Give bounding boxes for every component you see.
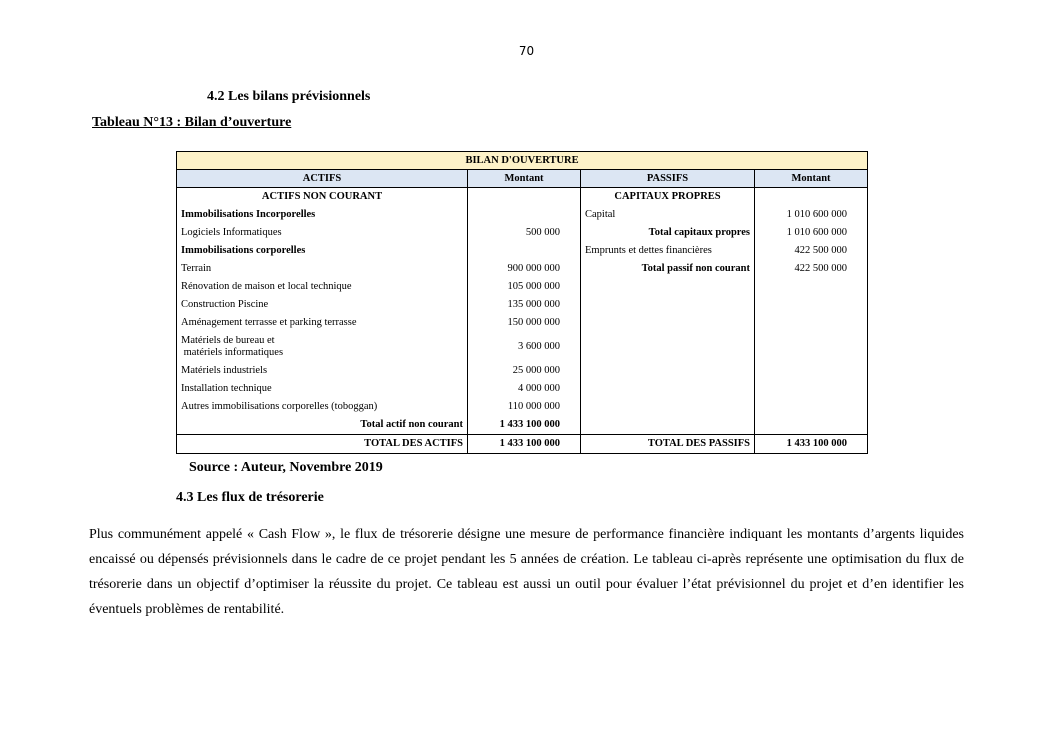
header-montant-passifs: Montant: [755, 170, 868, 188]
passif-amount: [755, 314, 868, 332]
actif-label: Construction Piscine: [177, 296, 468, 314]
actif-label: Matériels industriels: [177, 362, 468, 380]
table-header-row: [177, 170, 868, 188]
header-passifs: PASSIFS: [581, 170, 755, 188]
table-row: [177, 206, 868, 224]
total-actifs-label: TOTAL DES ACTIFS: [177, 435, 468, 454]
actif-amount: [468, 242, 581, 260]
actif-amount: 3 600 000: [468, 332, 581, 362]
table-row: [177, 224, 868, 242]
header-actifs: ACTIFS: [177, 170, 468, 188]
actif-amount: [468, 206, 581, 224]
actif-amount: 1 433 100 000: [468, 416, 581, 435]
passif-label: [581, 380, 755, 398]
actif-label-line: matériels informatiques: [181, 347, 284, 358]
passif-label: Emprunts et dettes financières: [581, 242, 755, 260]
passif-label: [581, 314, 755, 332]
passif-amount: 1 010 600 000: [755, 206, 868, 224]
table-row: [177, 314, 868, 332]
actif-label: Immobilisations corporelles: [177, 242, 468, 260]
passif-amount: 1 010 600 000: [755, 224, 868, 242]
table-row: [177, 242, 868, 260]
actif-label: Autres immobilisations corporelles (toboggan): [177, 398, 468, 416]
actif-amount: 105 000 000: [468, 278, 581, 296]
actif-label: Total actif non courant: [177, 416, 468, 435]
table-row: [177, 332, 868, 362]
table-row: [177, 380, 868, 398]
actif-label: Installation technique: [177, 380, 468, 398]
actif-label: Immobilisations Incorporelles: [177, 206, 468, 224]
total-passifs-amount: 1 433 100 000: [755, 435, 868, 454]
table-title: BILAN D'OUVERTURE: [177, 152, 868, 170]
table-row: [177, 278, 868, 296]
table-row: [177, 362, 868, 380]
passif-amount: [755, 362, 868, 380]
passif-label: Total capitaux propres: [581, 224, 755, 242]
table-row: [177, 398, 868, 416]
actif-amount: 135 000 000: [468, 296, 581, 314]
section-heading-4-2: 4.2 Les bilans prévisionnels: [207, 89, 371, 104]
total-passifs-label: TOTAL DES PASSIFS: [581, 435, 755, 454]
actif-label: Rénovation de maison et local technique: [177, 278, 468, 296]
actif-amount: 110 000 000: [468, 398, 581, 416]
bilan-ouverture-table: [176, 151, 868, 454]
passif-label: Total passif non courant: [581, 260, 755, 278]
total-actifs-amount: 1 433 100 000: [468, 435, 581, 454]
passif-amount: [755, 278, 868, 296]
actif-amount: [468, 188, 581, 207]
passif-amount: 422 500 000: [755, 242, 868, 260]
passif-amount: [755, 380, 868, 398]
actif-label: [177, 332, 468, 362]
actif-amount: 900 000 000: [468, 260, 581, 278]
passif-amount: [755, 296, 868, 314]
actif-label: Terrain: [177, 260, 468, 278]
passif-amount: [755, 188, 868, 207]
passif-label: CAPITAUX PROPRES: [581, 188, 755, 207]
passif-label: [581, 398, 755, 416]
passif-label: [581, 362, 755, 380]
actif-label: ACTIFS NON COURANT: [177, 188, 468, 207]
actif-amount: 500 000: [468, 224, 581, 242]
actif-label: Aménagement terrasse et parking terrasse: [177, 314, 468, 332]
passif-label: [581, 296, 755, 314]
table-title-row: [177, 152, 868, 170]
header-montant-actifs: Montant: [468, 170, 581, 188]
passif-label: [581, 332, 755, 362]
actif-label-line: Matériels de bureau et: [181, 335, 275, 346]
table-source: Source : Auteur, Novembre 2019: [189, 460, 383, 475]
actif-amount: 150 000 000: [468, 314, 581, 332]
table-row: [177, 416, 868, 435]
table-row: [177, 296, 868, 314]
table-caption: Tableau N°13 : Bilan d’ouverture: [92, 115, 292, 130]
page-number: 70: [518, 44, 535, 58]
section-heading-4-3: 4.3 Les flux de trésorerie: [176, 490, 324, 505]
passif-amount: [755, 332, 868, 362]
passif-label: Capital: [581, 206, 755, 224]
passif-amount: [755, 416, 868, 435]
table-total-row: [177, 435, 868, 454]
passif-amount: 422 500 000: [755, 260, 868, 278]
actif-amount: 4 000 000: [468, 380, 581, 398]
body-paragraph: Plus communément appelé « Cash Flow », le flux de trésorerie désigne une mesure de performance financière indiquant les montants d’argents liquides encaissé ou dépensés prévisionnels dans le cadre de ce projet pendant les 5 années de création. Le tableau ci-après représente une optimisation du flux de trésorerie dans un objectif d’optimiser la réussite du projet. Ce tableau est aussi un outil pour évaluer l’état prévisionnel du projet et d’en identifier les éventuels problèmes de rentabilité.: [89, 527, 964, 617]
passif-label: [581, 416, 755, 435]
actif-label: Logiciels Informatiques: [177, 224, 468, 242]
passif-label: [581, 278, 755, 296]
actif-amount: 25 000 000: [468, 362, 581, 380]
table-row: [177, 188, 868, 207]
passif-amount: [755, 398, 868, 416]
table-row: [177, 260, 868, 278]
